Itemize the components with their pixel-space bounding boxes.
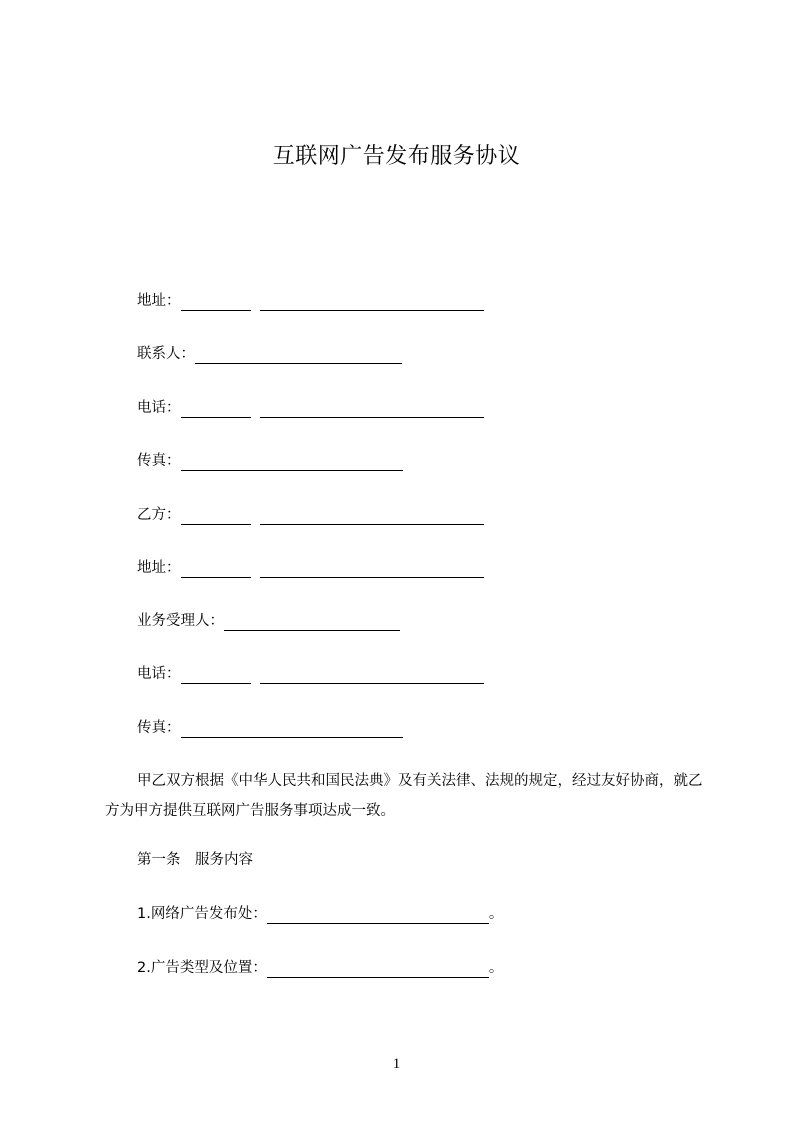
party-b-address-blank-1[interactable] <box>181 562 251 578</box>
party-a-contact-label: 联系人： <box>137 346 195 362</box>
item-1-blank[interactable] <box>267 908 489 924</box>
party-a-phone-blank-2[interactable] <box>260 402 484 418</box>
party-b-name-blank-1[interactable] <box>181 509 251 525</box>
party-b-address-label: 地址： <box>137 560 181 576</box>
party-b-phone-blank-2[interactable] <box>260 668 484 684</box>
party-a-address-label: 地址： <box>137 293 181 309</box>
party-a-phone-blank-1[interactable] <box>181 402 251 418</box>
party-b-fax-label: 传真： <box>137 720 181 736</box>
item-1-label: 1.网络广告发布处： <box>137 906 267 922</box>
item-1-suffix: 。 <box>488 906 504 922</box>
party-a-phone-line <box>137 398 484 418</box>
party-b-phone-label: 电话： <box>137 666 181 682</box>
article-1-heading: 第一条 服务内容 <box>137 852 253 868</box>
party-a-fax-line <box>137 451 403 471</box>
party-b-address-line <box>137 558 484 578</box>
party-b-fax-line <box>137 718 403 738</box>
party-b-phone-blank-1[interactable] <box>181 668 251 684</box>
party-a-fax-blank[interactable] <box>181 455 403 471</box>
party-a-address-blank-1[interactable] <box>181 295 251 311</box>
party-b-address-blank-2[interactable] <box>260 562 484 578</box>
party-b-handler-label: 业务受理人： <box>137 613 224 629</box>
item-1-line <box>137 904 503 924</box>
party-b-label: 乙方： <box>137 507 181 523</box>
party-b-fax-blank[interactable] <box>181 722 403 738</box>
party-a-fax-label: 传真： <box>137 453 181 469</box>
party-b-phone-line <box>137 664 484 684</box>
party-b-handler-blank[interactable] <box>224 615 400 631</box>
party-b-name-line <box>137 505 484 525</box>
item-2-blank[interactable] <box>267 962 489 978</box>
item-2-suffix: 。 <box>488 960 504 976</box>
party-a-phone-label: 电话： <box>137 400 181 416</box>
item-2-line <box>137 958 503 978</box>
party-a-contact-blank[interactable] <box>195 348 402 364</box>
intro-paragraph: 甲乙双方根据《中华人民共和国民法典》及有关法律、法规的规定，经过友好协商，就乙方为甲方提供互联网广告服务事项达成一致。 <box>105 773 703 819</box>
party-a-address-line <box>137 291 484 311</box>
party-a-address-blank-2[interactable] <box>260 295 484 311</box>
party-b-handler-line <box>137 611 400 631</box>
party-a-contact-line <box>137 344 402 364</box>
party-b-name-blank-2[interactable] <box>260 509 484 525</box>
document-title: 互联网广告发布服务协议 <box>272 144 521 169</box>
item-2-label: 2.广告类型及位置： <box>137 960 267 976</box>
page-number: 1 <box>392 1056 401 1072</box>
